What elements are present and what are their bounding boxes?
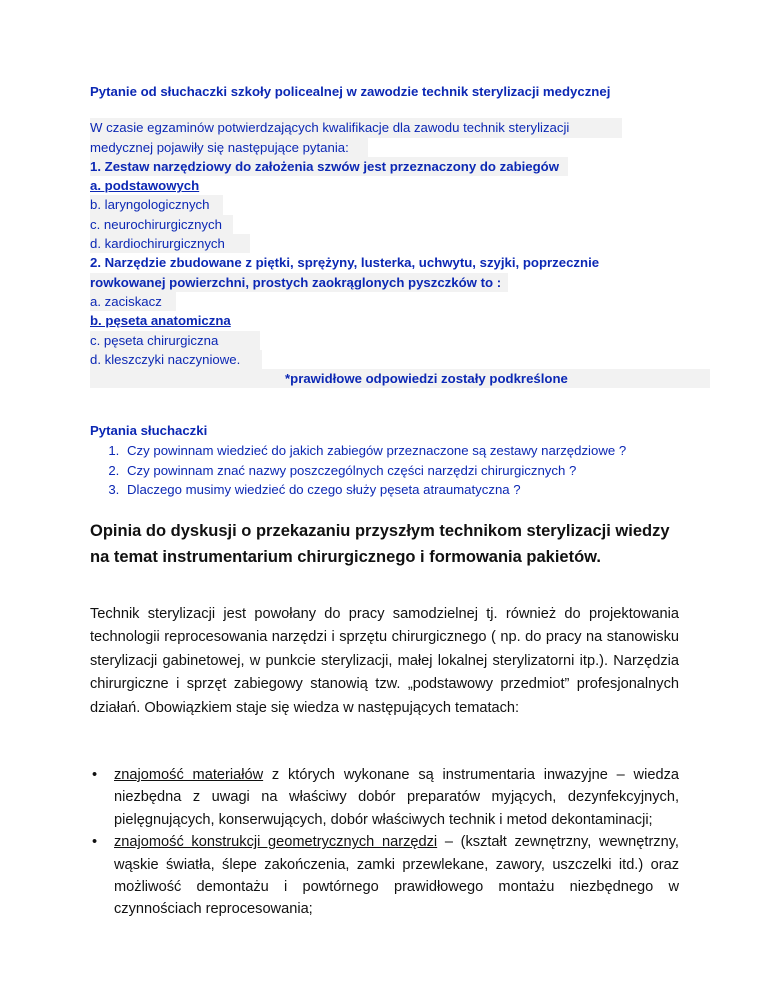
answer-1b: b. laryngologicznych [90,195,223,214]
opinion-body [90,603,679,720]
answer-2a: a. zaciskacz [90,292,176,311]
answer-1d: d. kardiochirurgicznych [90,234,250,253]
answer-2d: d. kleszczyki naczyniowe. [90,350,262,369]
list-item: 2. Czy powinnam znać nazwy poszczególnych części narzędzi chirurgicznych ? [123,461,690,481]
knowledge-topics [90,764,679,921]
correct-answers-note: *prawidłowe odpowiedzi zostały podkreślone [90,369,710,388]
topic-lead: znajomość materiałów [114,767,264,783]
bullet-icon: • [92,767,98,783]
student-questions-list [90,441,690,500]
topic-text: z których wykonane są instrumentaria inwazyjne – wiedza niezbędna z uwagi na właściwy dobór preparatów myjących, dezynfekcyjnych, pielęgnujących, konserwujących, dobór właściwych technik i metod dekontaminacji; [114,767,679,828]
question-2-line: rowkowanej powierzchni, prostych zaokrąglonych pyszczków to : [90,273,508,292]
student-questions-heading: Pytania słuchaczki [90,423,208,438]
bullet-icon: • [92,834,98,851]
opinion-heading: Opinia do dyskusji o przekazaniu przyszłym technikom sterylizacji wiedzy na temat instrumentarium chirurgicznego i formowania pakietów. [90,522,670,566]
list-item [90,831,679,921]
exam-questions-section [90,82,690,388]
answer-1c: c. neurochirurgicznych [90,215,233,234]
topic-text: – (kształt zewnętrzny, wewnętrzny, wąskie światła, ślepe zakończenia, zamki przewlekane, zawory, uszczelki itd.) oraz możliwość demontażu i powtórnego prawidłowego montażu niezbędnego w czynnościach reprocesowania; [114,834,679,918]
answer-2b-correct: b. pęseta anatomiczna [90,313,231,329]
intro-line: medycznej pojawiły się następujące pytania: [90,138,368,157]
topic-lead: znajomość konstrukcji geometrycznych narzędzi [114,834,438,851]
list-item [90,764,679,831]
student-questions-section [90,421,690,500]
intro-line: W czasie egzaminów potwierdzających kwalifikacje dla zawodu technik sterylizacji [90,118,622,137]
list-item: 1. Czy powinnam wiedzieć do jakich zabiegów przeznaczone są zestawy narzędziowe ? [123,441,690,461]
question-2-line: 2. Narzędzie zbudowane z piętki, sprężyny, lusterka, uchwytu, szyjki, poprzecznie [90,255,600,271]
page-title: Pytanie od słuchaczki szkoły policealnej w zawodzie technik sterylizacji medycznej [90,84,611,99]
question-1: 1. Zestaw narzędziowy do założenia szwów jest przeznaczony do zabiegów [90,157,568,176]
answer-2c: c. pęseta chirurgiczna [90,331,260,350]
opinion-paragraph: Technik sterylizacji jest powołany do pracy samodzielnej tj. również do projektowania technologii reprocesowania narzędzi i sprzętu chirurgicznego ( np. do pracy na stanowisku sterylizacji gabinetowej, w punkcie sterylizacji, małej lokalnej sterylizatorni itp.). Narzędzia chirurgiczne i sprzęt zabiegowy stanowią tzw. „podstawowy przedmiot” profesjonalnych działań. Obowiązkiem staje się wiedza w następujących tematach: [90,606,679,716]
list-item: 3. Dlaczego musimy wiedzieć do czego służy pęseta atraumatyczna ? [123,480,690,500]
answer-1a-correct: a. podstawowych [90,178,200,194]
